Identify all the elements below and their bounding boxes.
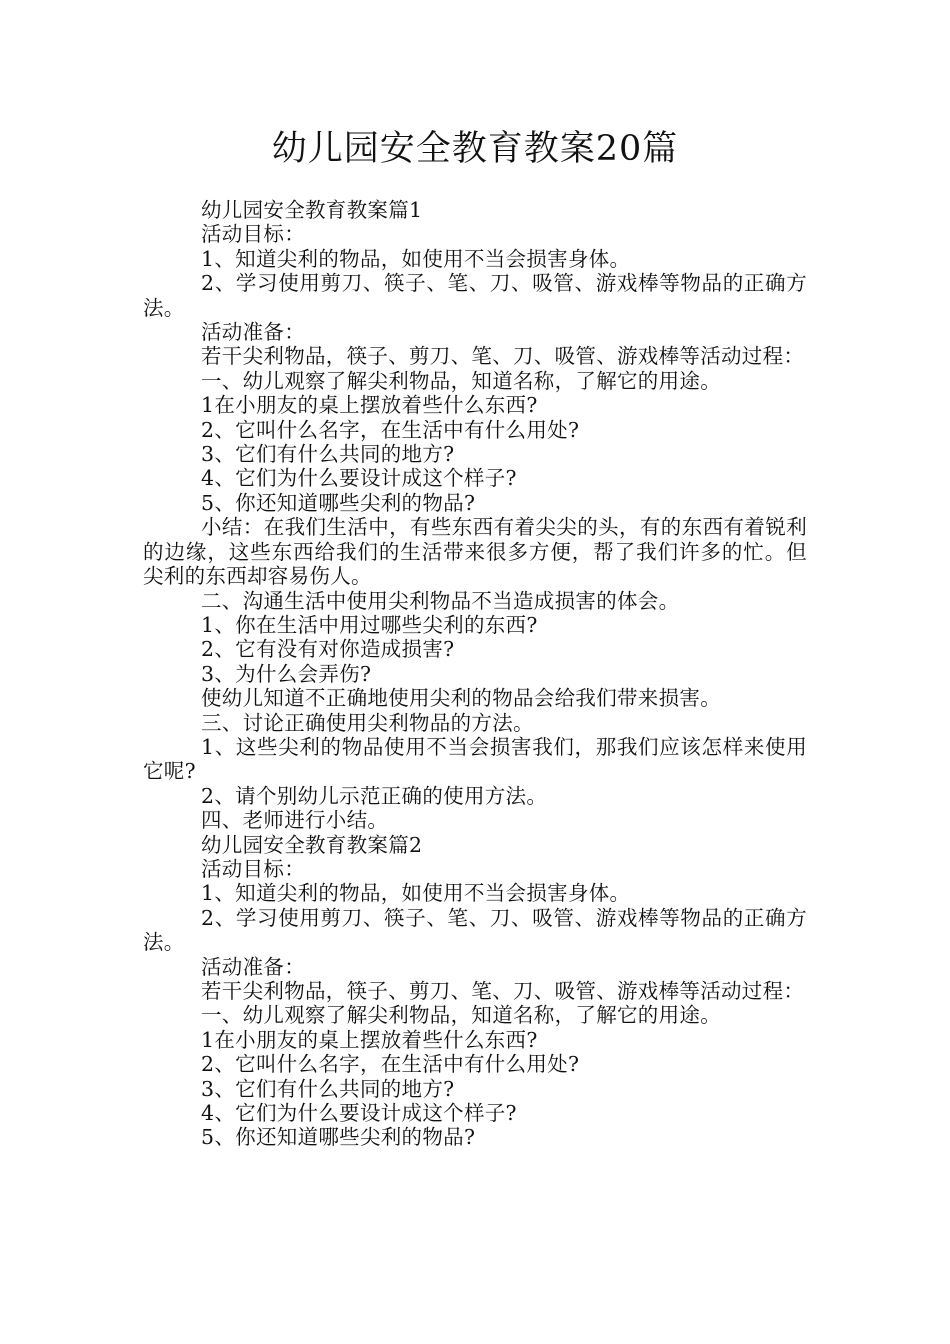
paragraph: 一、幼儿观察了解尖利物品，知道名称，了解它的用途。	[201, 1003, 721, 1028]
paragraph: 1在小朋友的桌上摆放着些什么东西?	[201, 393, 538, 418]
paragraph: 活动准备：	[201, 320, 305, 345]
paragraph: 3、为什么会弄伤?	[201, 661, 372, 686]
paragraph: 2、请个别幼儿示范正确的使用方法。	[201, 783, 548, 808]
paragraph: 4、它们为什么要设计成这个样子?	[201, 466, 517, 491]
document-body	[143, 198, 807, 1150]
paragraph: 2、它叫什么名字，在生活中有什么用处?	[201, 1052, 580, 1077]
paragraph: 幼儿园安全教育教案篇2	[201, 832, 423, 857]
paragraph: 3、它们有什么共同的地方?	[201, 442, 455, 467]
paragraph: 幼儿园安全教育教案篇1	[201, 198, 423, 222]
paragraph: 二、沟通生活中使用尖利物品不当造成损害的体会。	[201, 588, 680, 613]
paragraph: 三、讨论正确使用尖利物品的方法。	[201, 710, 534, 735]
paragraph: 活动目标：	[201, 856, 305, 881]
paragraph: 1、知道尖利的物品，如使用不当会损害身体。	[201, 246, 631, 271]
paragraph: 若干尖利物品，筷子、剪刀、笔、刀、吸管、游戏棒等活动过程：	[201, 979, 805, 1003]
paragraph: 小结：在我们生活中，有些东西有着尖尖的头，有的东西有着锐利的边缘，这些东西给我们的生活带来很多方便，帮了我们许多的忙。但尖利的东西却容易伤人。	[143, 515, 807, 589]
paragraph: 4、它们为什么要设计成这个样子?	[201, 1101, 517, 1126]
paragraph: 1、你在生活中用过哪些尖利的东西?	[201, 612, 538, 637]
paragraph: 1、这些尖利的物品使用不当会损害我们，那我们应该怎样来使用它呢?	[143, 734, 807, 784]
paragraph: 5、你还知道哪些尖利的物品?	[201, 490, 476, 515]
paragraph: 使幼儿知道不正确地使用尖利的物品会给我们带来损害。	[201, 686, 721, 711]
paragraph: 2、它有没有对你造成损害?	[201, 637, 455, 662]
paragraph: 3、它们有什么共同的地方?	[201, 1076, 455, 1101]
paragraph: 1在小朋友的桌上摆放着些什么东西?	[201, 1027, 538, 1052]
paragraph: 活动目标：	[201, 222, 305, 247]
paragraph: 1、知道尖利的物品，如使用不当会损害身体。	[201, 881, 631, 906]
paragraph: 若干尖利物品，筷子、剪刀、笔、刀、吸管、游戏棒等活动过程：	[201, 344, 805, 369]
document-title: 幼儿园安全教育教案20篇	[271, 129, 679, 169]
paragraph: 2、学习使用剪刀、筷子、笔、刀、吸管、游戏棒等物品的正确方法。	[143, 271, 807, 320]
paragraph: 2、它叫什么名字，在生活中有什么用处?	[201, 417, 580, 442]
paragraph: 一、幼儿观察了解尖利物品，知道名称，了解它的用途。	[201, 368, 721, 393]
paragraph: 2、学习使用剪刀、筷子、笔、刀、吸管、游戏棒等物品的正确方法。	[143, 905, 807, 955]
paragraph: 5、你还知道哪些尖利的物品?	[201, 1125, 476, 1150]
paragraph: 四、老师进行小结。	[201, 808, 389, 833]
paragraph: 活动准备：	[201, 954, 305, 979]
